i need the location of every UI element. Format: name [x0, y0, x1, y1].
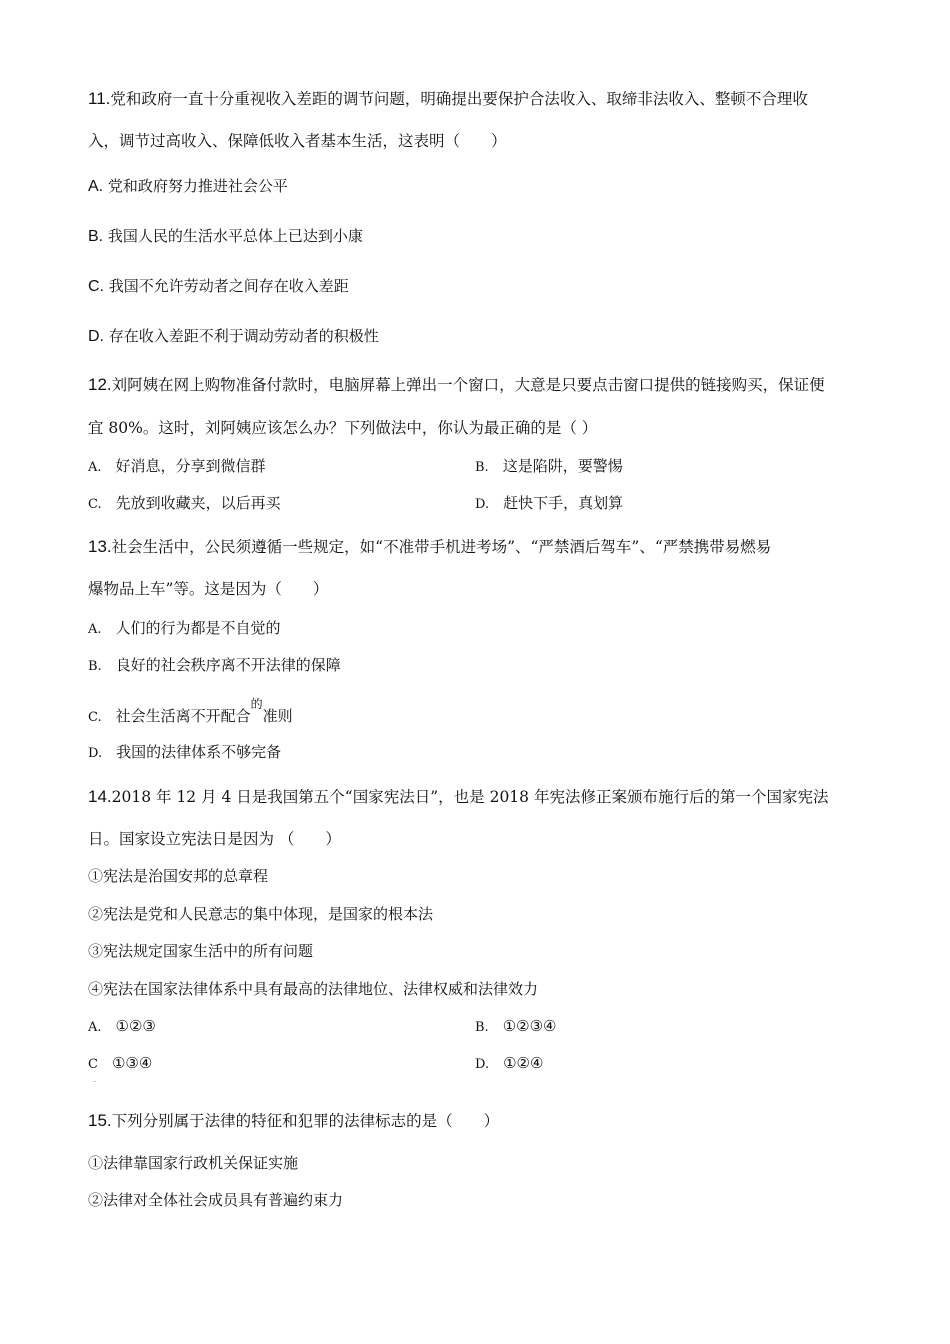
q14-option-d: D. ①②④	[475, 1054, 544, 1072]
q12-stem-line2: 宜 80%。这时，刘阿姨应该怎么办？下列做法中，你认为最正确的是（ ）	[88, 419, 598, 437]
q14-item-3: ③宪法规定国家生活中的所有问题	[88, 942, 314, 960]
q14-item-4: ④宪法在国家法律体系中具有最高的法律地位、法律权威和法律效力	[88, 980, 539, 998]
q12-option-a: A. 好消息，分享到微信群	[88, 457, 266, 475]
q14-stem-line2: 日。国家设立宪法日是因为 （ ）	[88, 830, 341, 848]
q15-stem-line1: 15.下列分别属于法律的特征和犯罪的法律标志的是（ ）	[88, 1111, 500, 1130]
q12-option-c: C. 先放到收藏夹，以后再买	[88, 494, 281, 512]
q14-number: 14.	[88, 787, 112, 806]
q11-option-c: C. 我国不允许劳动者之间存在收入差距	[88, 277, 349, 295]
q11-option-b: B. 我国人民的生活水平总体上已达到小康	[88, 227, 363, 245]
q14-option-c: C ①③④	[88, 1054, 153, 1072]
q14-option-b: B. ①②③④	[475, 1017, 557, 1035]
q15-number: 15.	[88, 1111, 112, 1130]
q13-option-d: D. 我国的法律体系不够完备	[88, 743, 282, 761]
q14-option-a: A. ①②③	[88, 1017, 156, 1035]
stray-dot: .	[94, 1077, 96, 1084]
q12-stem-line1: 12.刘阿姨在网上购物准备付款时，电脑屏幕上弹出一个窗口，大意是只要点击窗口提供的链接购买，保证便	[88, 375, 825, 394]
q12-number: 12.	[88, 375, 112, 394]
q14-stem-line1: 14.2018 年 12 月 4 日是我国第五个“国家宪法日”，也是 2018 年宪法修正案颁布施行后的第一个国家宪法	[88, 787, 829, 806]
q11-option-d: D. 存在收入差距不利于调动劳动者的积极性	[88, 327, 379, 345]
q14-item-2: ②宪法是党和人民意志的集中体现，是国家的根本法	[88, 905, 434, 923]
q15-item-1: ①法律靠国家行政机关保证实施	[88, 1154, 299, 1172]
q13-number: 13.	[88, 537, 112, 556]
q12-option-d: D. 赶快下手，真划算	[475, 494, 624, 512]
q11-option-a: A. 党和政府努力推进社会公平	[88, 177, 288, 195]
q13-option-b: B. 良好的社会秩序离不开法律的保障	[88, 656, 341, 674]
q11-stem-line2: 入，调节过高收入、保障低收入者基本生活，这表明（ ）	[88, 132, 507, 150]
q11-number: 11.	[88, 89, 111, 108]
q13-option-c: C. 社会生活离不开配合$^的$准则	[88, 697, 293, 725]
q13-stem-line1: 13.社会生活中，公民须遵循一些规定，如“不准带手机进考场”、“严禁酒后驾车”、“严禁携带易燃易	[88, 537, 772, 556]
q15-item-2: ②法律对全体社会成员具有普遍约束力	[88, 1191, 344, 1209]
q13-option-a: A. 人们的行为都是不自觉的	[88, 619, 281, 637]
q11-stem-line1: 11.党和政府一直十分重视收入差距的调节问题，明确提出要保护合法收入、取缔非法收入、整顿不合理收	[88, 89, 808, 108]
q14-item-1: ①宪法是治国安邦的总章程	[88, 867, 269, 885]
q12-option-b: B. 这是陷阱，要警惕	[475, 457, 623, 475]
q13-stem-line2: 爆物品上车”等。这是因为（ ）	[88, 580, 329, 598]
